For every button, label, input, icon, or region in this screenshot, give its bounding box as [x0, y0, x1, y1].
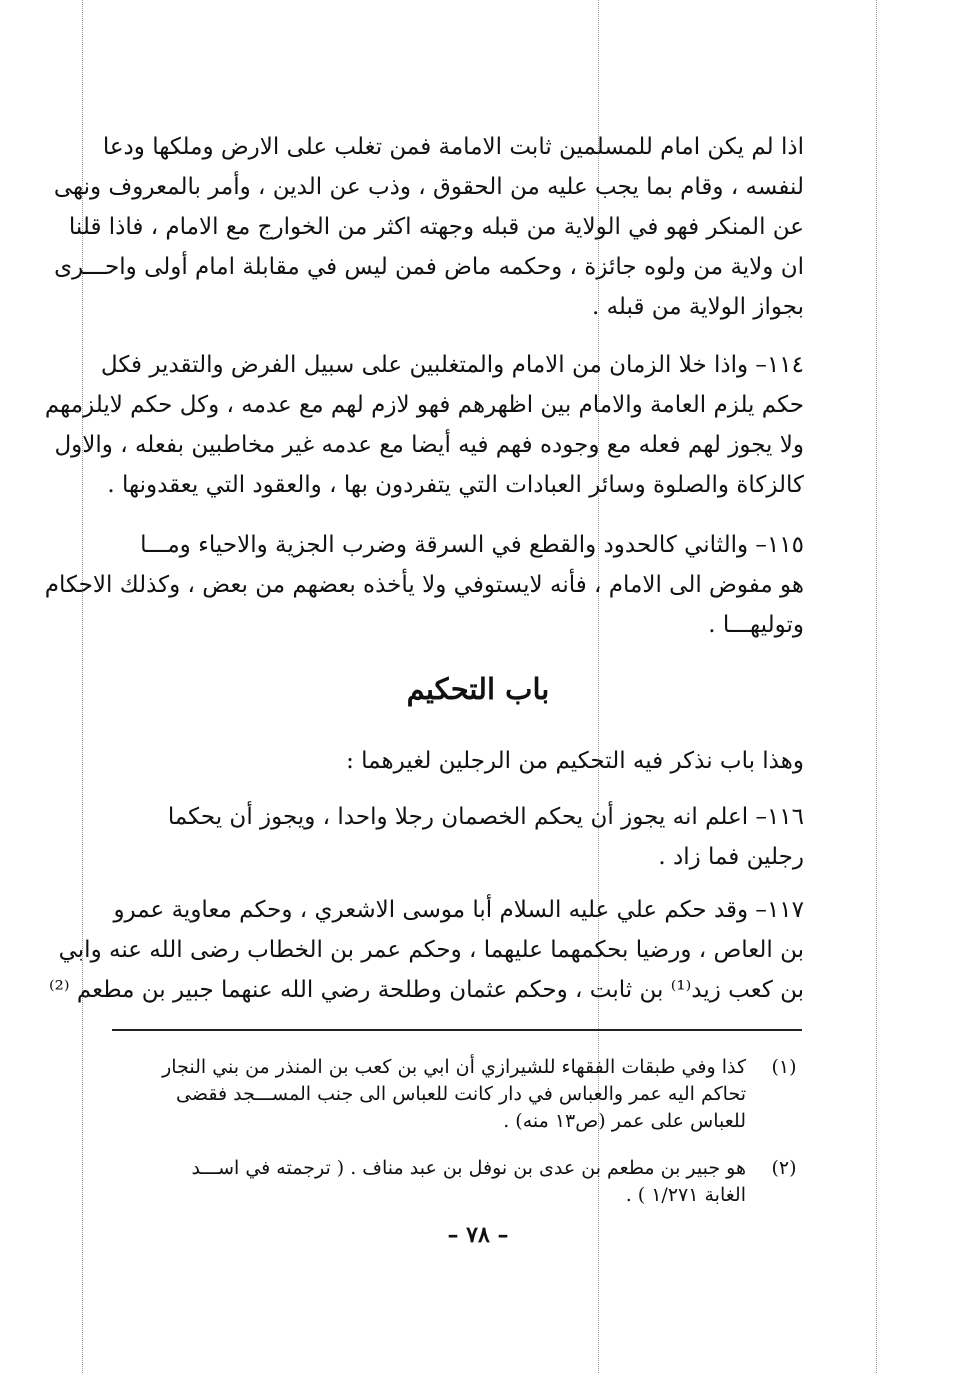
text-line: ١١٧– وقد حكم علي عليه السلام أبا موسى الاشعري ، وحكم معاوية عمرو [113, 897, 804, 923]
text-line: هو مفوض الى الامام ، فأنه لايستوفي ولا يأخذه بعضهم من بعض ، وكذلك الاحكام [44, 572, 804, 598]
text-line: عن المنكر فهو في الولاية من قبله وجهته اكثر من الخوارج مع الامام ، فاذا قلنا [68, 214, 804, 240]
footnote-rule [112, 1029, 802, 1031]
text-line: بن العاص ، ورضيا بحكمهما عليهما ، وحكم عمر بن الخطاب رضى الله عنه وابي [58, 937, 804, 963]
footnote-1 [104, 1054, 804, 1135]
text-line: بجواز الولاية من قبله . [591, 294, 804, 320]
section-heading: باب التحكيم [406, 672, 550, 706]
text-line: حكم يلزم العامة والامام بين اظهرهم فهو لازم لهم مع عدمه ، وكل حكم لايلزمهم [44, 392, 804, 418]
paragraph-section-intro [104, 741, 804, 781]
paragraph-117 [48, 890, 804, 1010]
paragraph-115 [44, 525, 804, 645]
text-line: ١١٤– واذا خلا الزمان من الامام والمتغلبين على سبيل الفرض والتقدير فكل [100, 352, 804, 378]
paragraph-114 [44, 345, 804, 505]
footnote-number: (٢) [771, 1157, 797, 1179]
text-line: بن كعب زيد⁽¹⁾ بن ثابت ، وحكم عثمان وطلحة رضي الله عنهما جبير بن مطعم ⁽²⁾ [48, 977, 804, 1003]
text-line: وتوليهـــا . [708, 612, 804, 638]
footnote-line: تحاكم اليه عمر والعباس في دار كانت للعباس الى جنب المســـجد فقضى [176, 1083, 746, 1105]
text-line: ١١٥– والثاني كالحدود والقطع في السرقة وضرب الجزية والاحياء ومـــا [140, 532, 804, 558]
footnote-line: هو جبير بن مطعم بن عدى بن نوفل بن عبد مناف . ( ترجمته في اســـد [191, 1157, 746, 1179]
text-line: ان ولاية من ولوه جائزة ، وحكمه ماض فمن ليس في مقابلة امام أولى واحـــرى [54, 254, 804, 280]
text-line: وهذا باب نذكر فيه التحكيم من الرجلين لغيرهما : [346, 748, 804, 774]
paragraph-intro [53, 127, 804, 327]
footnote-2 [104, 1155, 804, 1209]
footnote-line: للعباس على عمر (ص١٣ منه) . [503, 1110, 746, 1132]
text-line: رجلين فما زاد . [658, 844, 804, 870]
footnote-line: الغابة ١/٢٧١ ) . [625, 1184, 746, 1206]
page-number: – ٧٨ – [447, 1222, 509, 1248]
text-line: اذا لم يكن امام للمسلمين ثابت الامامة فمن تغلب على الارض وملكها ودعا [102, 134, 804, 160]
paragraph-116 [104, 797, 804, 877]
text-line: ولا يجوز لهم فعله مع وجوده فهم فيه أيضا مع عدمه غير مخاطبين بفعله ، والاول [54, 432, 804, 458]
footnote-line: كذا وفي طبقات الفقهاء للشيرازي أن ابي بن كعب بن المنذر من بني النجار [162, 1056, 746, 1078]
text-line: كالزكاة والصلوة وسائر العبادات التي يتفردون بها ، والعقود التي يعقدونها . [107, 472, 804, 498]
footnote-number: (١) [771, 1056, 797, 1078]
text-line: ١١٦– اعلم انه يجوز أن يحكم الخصمان رجلا واحدا ، ويجوز أن يحكما [167, 804, 804, 830]
text-line: لنفسه ، وقام بما يجب عليه من الحقوق ، وذب عن الدين ، وأمر بالمعروف ونهى [53, 174, 804, 200]
